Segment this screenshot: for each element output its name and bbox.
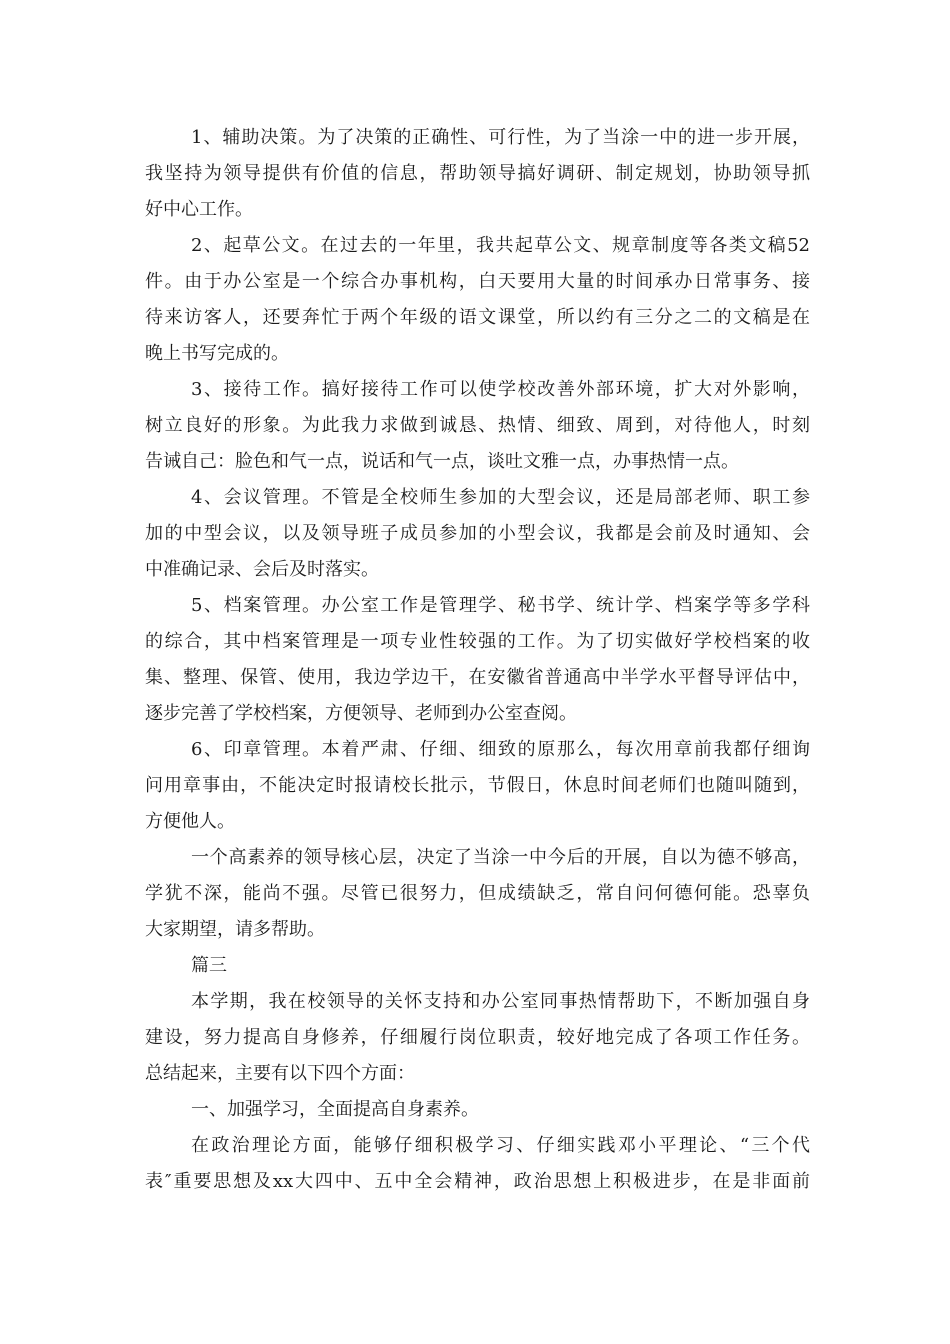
text-line: 中准确记录、会后及时落实。: [145, 559, 379, 580]
text-line: 6、印章管理。本着严肃、仔细、细致的原那么，每次用章前我都仔细询: [191, 739, 810, 760]
text-line: 晚上书写完成的。: [145, 343, 289, 364]
text-line: 树立良好的形象。为此我力求做到诚恳、热情、细致、周到，对待他人，时刻: [145, 415, 810, 436]
text-line: 3、接待工作。搞好接待工作可以使学校改善外部环境，扩大对外影响，: [191, 379, 810, 400]
text-line: 一、加强学习，全面提高自身素养。: [191, 1099, 479, 1120]
text-line: 在政治理论方面，能够仔细积极学习、仔细实践邓小平理论、“三个代: [191, 1135, 810, 1156]
text-line: 告诫自己：脸色和气一点，说话和气一点，谈吐文雅一点，办事热情一点。: [145, 451, 739, 472]
text-line: 一个高素养的领导核心层，决定了当涂一中今后的开展，自以为德不够高，: [191, 847, 810, 868]
text-line: 篇三: [191, 955, 227, 976]
text-line: 件。由于办公室是一个综合办事机构，白天要用大量的时间承办日常事务、接: [145, 271, 810, 292]
text-line: 1、辅助决策。为了决策的正确性、可行性，为了当涂一中的进一步开展，: [191, 127, 810, 148]
text-line: 大家期望，请多帮助。: [145, 919, 325, 940]
text-line: 我坚持为领导提供有价值的信息，帮助领导搞好调研、制定规划，协助领导抓: [145, 163, 810, 184]
text-line: 好中心工作。: [145, 199, 253, 220]
text-line: 表″重要思想及xx大四中、五中全会精神，政治思想上积极进步，在是非面前: [145, 1171, 810, 1192]
text-line: 本学期，我在校领导的关怀支持和办公室同事热情帮助下，不断加强自身: [191, 991, 810, 1012]
text-line: 总结起来，主要有以下四个方面：: [145, 1063, 415, 1084]
text-line: 2、起草公文。在过去的一年里，我共起草公文、规章制度等各类文稿52: [191, 235, 810, 256]
text-line: 学犹不深，能尚不强。尽管已很努力，但成绩缺乏，常自问何德何能。恐辜负: [145, 883, 810, 904]
text-line: 问用章事由，不能决定时报请校长批示，节假日，休息时间老师们也随叫随到，: [145, 775, 810, 796]
text-line: 的综合，其中档案管理是一项专业性较强的工作。为了切实做好学校档案的收: [145, 631, 810, 652]
text-line: 4、会议管理。不管是全校师生参加的大型会议，还是局部老师、职工参: [191, 487, 810, 508]
document-body: [145, 120, 810, 1200]
text-line: 加的中型会议，以及领导班子成员参加的小型会议，我都是会前及时通知、会: [145, 523, 810, 544]
text-line: 5、档案管理。办公室工作是管理学、秘书学、统计学、档案学等多学科: [191, 595, 810, 616]
text-line: 方便他人。: [145, 811, 235, 832]
text-line: 逐步完善了学校档案，方便领导、老师到办公室查阅。: [145, 703, 577, 724]
text-line: 待来访客人，还要奔忙于两个年级的语文课堂，所以约有三分之二的文稿是在: [145, 307, 810, 328]
text-line: 建设，努力提高自身修养，仔细履行岗位职责，较好地完成了各项工作任务。: [145, 1027, 810, 1048]
text-line: 集、整理、保管、使用，我边学边干，在安徽省普通高中半学水平督导评估中，: [145, 667, 810, 688]
